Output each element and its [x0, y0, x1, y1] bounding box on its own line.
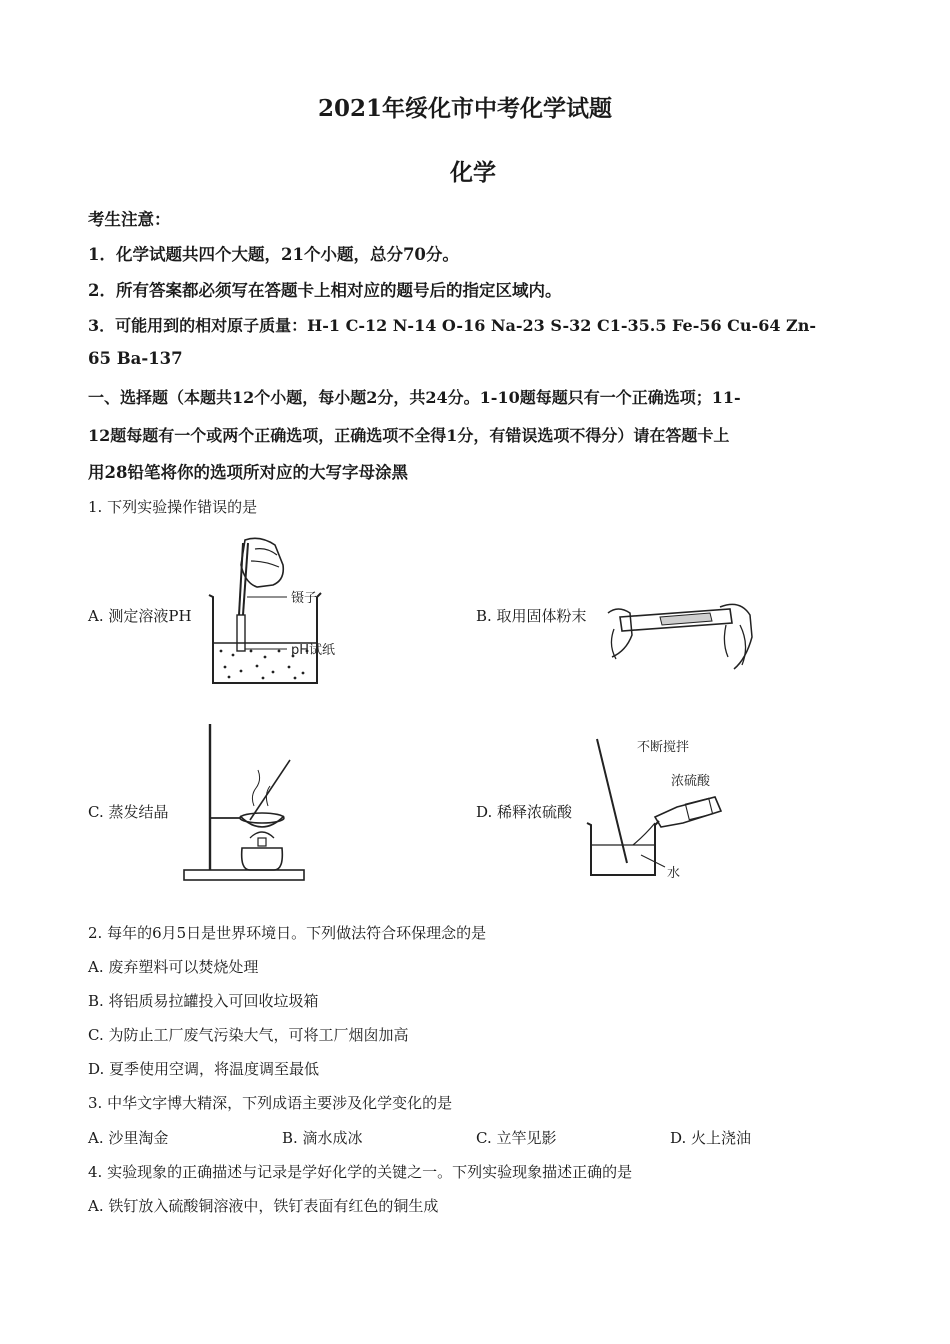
question-2-option-b: B. 将铝质易拉罐投入可回收垃圾箱 [88, 992, 319, 1010]
question-1-option-d: D. 稀释浓硫酸 [476, 803, 573, 821]
section-heading-line1: 一、选择题（本题共12个小题，每小题2分，共24分。1-10题每题只有一个正确选项；11- [88, 388, 741, 407]
question-3-option-d: D. 火上浇油 [670, 1129, 752, 1147]
question-4-stem: 4. 实验现象的正确描述与记录是学好化学的关键之一。下列实验现象描述正确的是 [88, 1163, 633, 1181]
section-heading-line3: 用28铅笔将你的选项所对应的大写字母涂黑 [88, 463, 408, 482]
figure-powder-sampling [600, 585, 760, 680]
question-1-stem: 1. 下列实验操作错误的是 [88, 498, 258, 516]
section-heading-line2: 12题每题有一个或两个正确选项，正确选项不全得1分，有错误选项不得分）请在答题卡上 [88, 426, 730, 445]
figure-dilute-acid [585, 735, 735, 880]
notice-heading: 考生注意： [88, 210, 171, 229]
label-tweezers: 镊子 [291, 591, 318, 606]
question-3-option-c: C. 立竿见影 [476, 1129, 557, 1147]
question-2-option-c: C. 为防止工厂废气污染大气，可将工厂烟囱加高 [88, 1026, 409, 1044]
question-4-option-a: A. 铁钉放入硫酸铜溶液中，铁钉表面有红色的铜生成 [88, 1197, 439, 1215]
notice-item-3-cont: 65 Ba-137 [88, 349, 183, 368]
question-2-option-a: A. 废弃塑料可以焚烧处理 [88, 958, 259, 976]
label-ph-paper: pH试纸 [291, 643, 336, 658]
label-water: 水 [667, 866, 681, 880]
notice-item-2: 2．所有答案都必须写在答题卡上相对应的题号后的指定区域内。 [88, 281, 562, 300]
question-1-option-c: C. 蒸发结晶 [88, 803, 169, 821]
subject-title: 化学 [450, 159, 496, 186]
label-keep-stirring: 不断搅拌 [637, 740, 690, 755]
page-title: 2021年绥化市中考化学试题 [318, 95, 613, 122]
question-2-stem: 2. 每年的6月5日是世界环境日。下列做法符合环保理念的是 [88, 924, 487, 942]
question-2-option-d: D. 夏季使用空调，将温度调至最低 [88, 1060, 320, 1078]
notice-item-1: 1．化学试题共四个大题，21个小题，总分70分。 [88, 245, 459, 264]
notice-item-3: 3．可能用到的相对原子质量：H-1 C-12 N-14 O-16 Na-23 S-32 C1-35.5 Fe-56 Cu-64 Zn- [88, 316, 816, 335]
question-1-option-a: A. 测定溶液PH [88, 607, 192, 625]
question-1-option-b: B. 取用固体粉末 [476, 607, 587, 625]
figure-ph-test [205, 535, 365, 690]
question-3-option-a: A. 沙里淘金 [88, 1129, 169, 1147]
label-conc-acid: 浓硫酸 [671, 774, 711, 789]
question-3-stem: 3. 中华文字博大精深，下列成语主要涉及化学变化的是 [88, 1094, 453, 1112]
figure-evaporation [180, 720, 310, 885]
question-3-option-b: B. 滴水成冰 [282, 1129, 363, 1147]
